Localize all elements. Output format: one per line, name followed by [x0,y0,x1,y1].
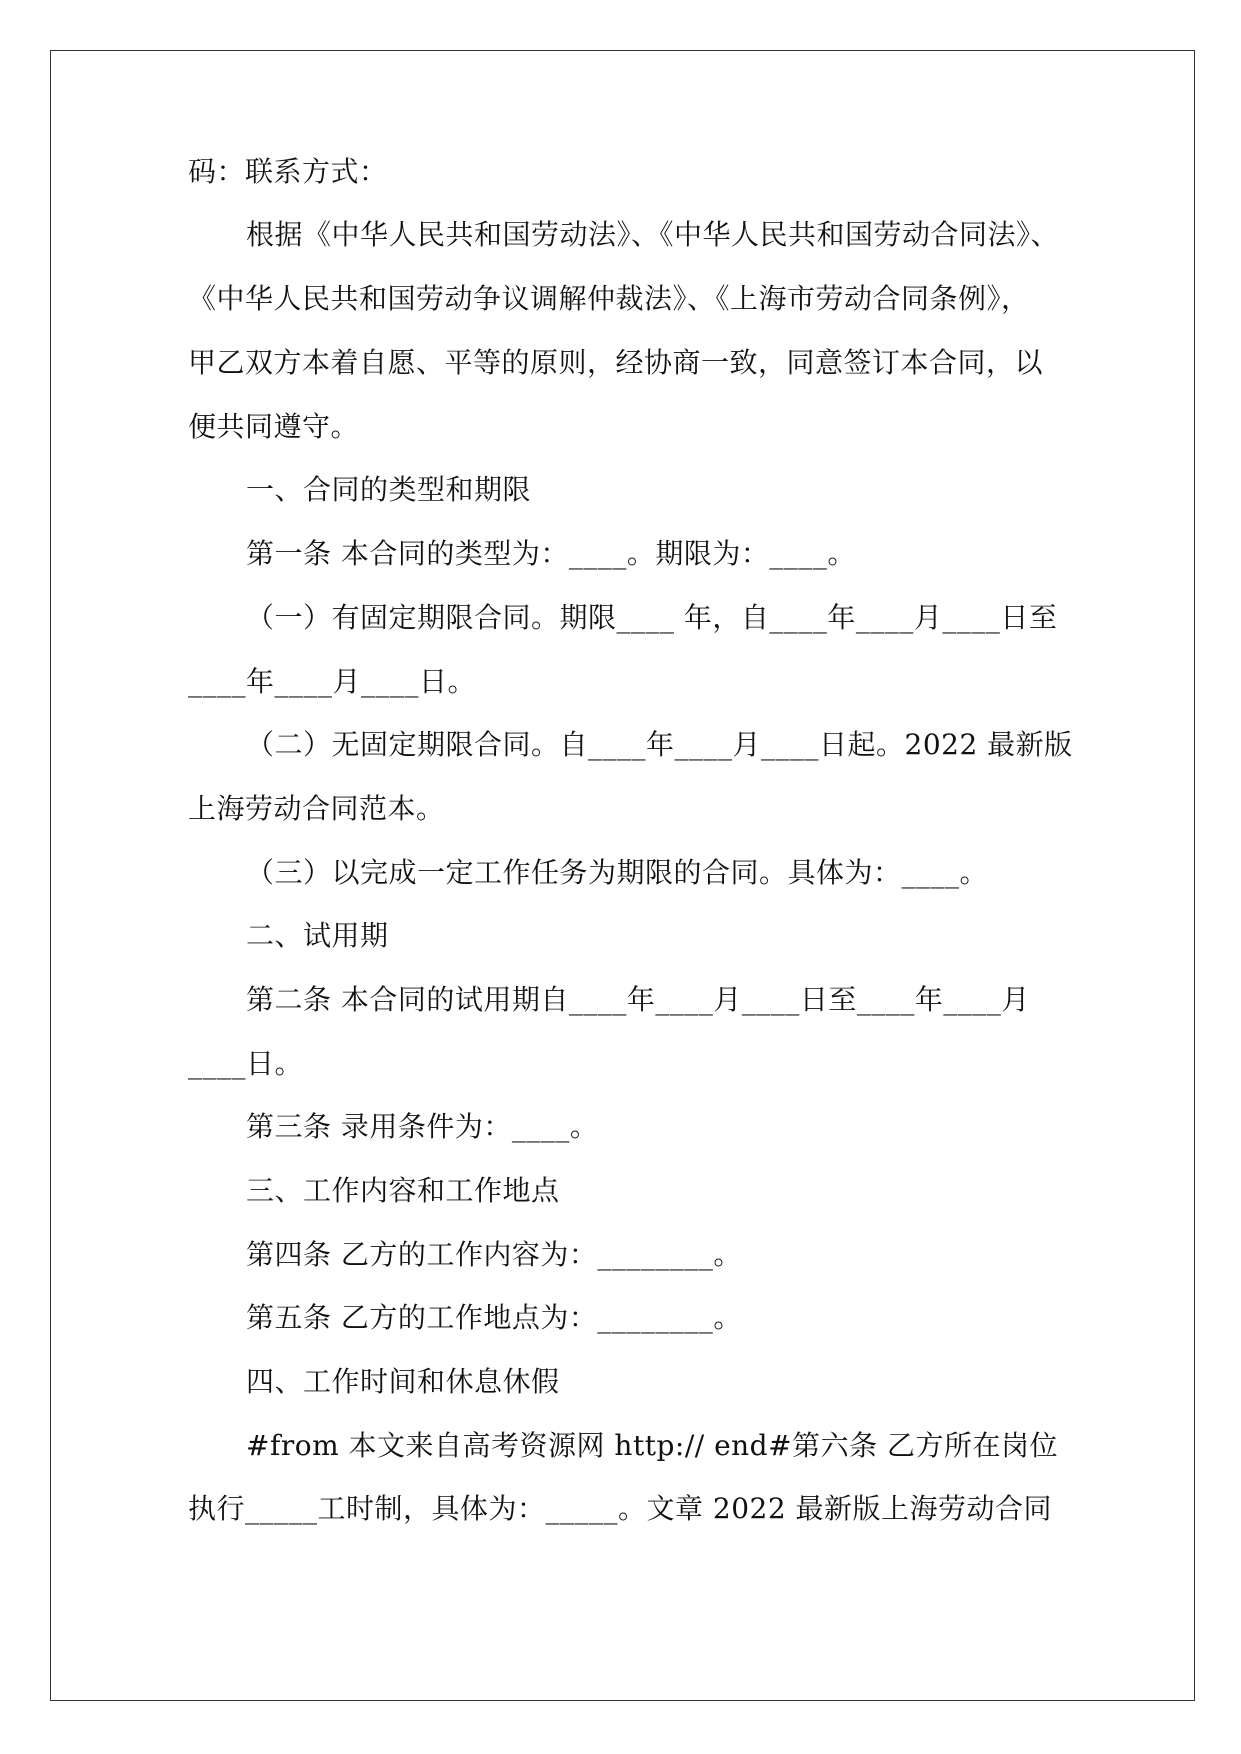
clause-line: （三）以完成一定工作任务为期限的合同。具体为：____。 [246,856,989,889]
paragraph-line: 根据《中华人民共和国劳动法》、《中华人民共和国劳动合同法》、 [246,218,1060,251]
clause-line: （二）无固定期限合同。自____年____月____日起。2022 最新版 [246,728,1073,761]
clause-line: ____年____月____日。 [188,665,477,698]
article-line: 第二条 本合同的试用期自____年____月____日至____年____月 [246,983,1030,1016]
section-heading: 三、工作内容和工作地点 [246,1174,560,1207]
paragraph-line: 甲乙双方本着自愿、平等的原则，经协商一致，同意签订本合同，以 [188,346,1044,379]
article-line: 第四条 乙方的工作内容为：________。 [246,1238,742,1271]
article-line: ____日。 [188,1047,304,1080]
article-line: #from 本文来自高考资源网 http:// end#第六条 乙方所在岗位 [246,1429,1058,1462]
article-line: 第一条 本合同的类型为：____。期限为：____。 [246,537,856,570]
paragraph-line: 《中华人民共和国劳动争议调解仲裁法》、《上海市劳动合同条例》， [188,282,1030,315]
article-line: 第三条 录用条件为：____。 [246,1110,599,1143]
section-heading: 一、合同的类型和期限 [246,473,532,506]
clause-line: （一）有固定期限合同。期限____ 年，自____年____月____日至 [246,601,1058,634]
paragraph-line: 便共同遵守。 [188,410,360,443]
article-line: 执行_____工时制，具体为：_____。文章 2022 最新版上海劳动合同 [188,1492,1053,1525]
section-heading: 四、工作时间和休息休假 [246,1365,560,1398]
article-line: 第五条 乙方的工作地点为：________。 [246,1301,742,1334]
text-line: 码：联系方式： [188,155,388,188]
section-heading: 二、试用期 [246,919,389,952]
clause-line: 上海劳动合同范本。 [188,792,445,825]
